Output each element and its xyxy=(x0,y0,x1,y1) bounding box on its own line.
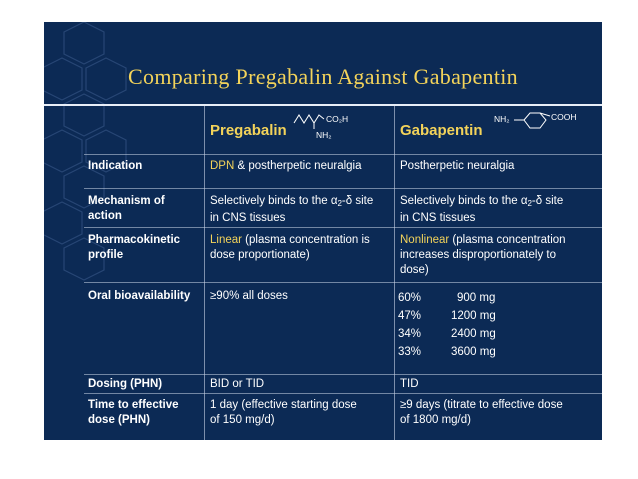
row-label-bioavailability: Oral bioavailability xyxy=(88,290,191,302)
cell-text: ≥9 days (titrate to effective dose xyxy=(400,399,563,411)
bioavailability-percent: 47% xyxy=(398,310,422,322)
label-line: action xyxy=(88,210,122,222)
gabapentin-indication: Postherpetic neuralgia xyxy=(400,160,515,172)
cell-text: (plasma concentration is xyxy=(241,234,370,246)
subscript: 2 xyxy=(337,199,342,208)
bioavailability-row xyxy=(398,325,496,343)
bioavailability-dose: 2400 mg xyxy=(451,328,496,340)
slide-title: Comparing Pregabalin Against Gabapentin xyxy=(128,64,518,89)
bioavailability-dose: 900 mg xyxy=(457,292,496,304)
gabapentin-dosing: TID xyxy=(400,378,419,390)
header-pregabalin: Pregabalin xyxy=(210,122,287,139)
bioavailability-dose: 1200 mg xyxy=(451,310,496,322)
pregabalin-mechanism xyxy=(210,194,373,226)
row-divider xyxy=(84,374,602,375)
pregabalin-time-to-effective-dose xyxy=(210,398,357,428)
row-label-dosing: Dosing (PHN) xyxy=(88,378,163,390)
bioavailability-percent: 60% xyxy=(398,292,422,304)
cooh-label: COOH xyxy=(551,112,577,122)
row-label-time-to-effective-dose xyxy=(88,398,179,428)
cell-text: in CNS tissues xyxy=(400,212,476,224)
bioavailability-percent: 33% xyxy=(398,346,422,358)
gab-nh2-label: NH₂ xyxy=(494,114,510,124)
gabapentin-mechanism xyxy=(400,194,563,226)
cell-text: dose) xyxy=(400,264,429,276)
slide xyxy=(44,22,602,440)
cell-text: (plasma concentration xyxy=(449,234,566,246)
cell-text: dose proportionate) xyxy=(210,249,310,261)
pregabalin-bioavailability: ≥90% all doses xyxy=(210,290,288,302)
cell-text: in CNS tissues xyxy=(210,212,286,224)
row-divider xyxy=(84,393,602,394)
cell-text: Selectively binds to the α xyxy=(210,195,338,207)
row-label-indication: Indication xyxy=(88,160,143,172)
cell-text: -δ site xyxy=(531,195,564,207)
column-divider xyxy=(394,106,395,440)
title-rule xyxy=(44,104,602,106)
label-line: Time to effective xyxy=(88,399,179,411)
cell-text: of 1800 mg/d) xyxy=(400,414,471,426)
bioavailability-row xyxy=(398,307,496,325)
pregabalin-indication xyxy=(210,159,362,174)
row-divider xyxy=(84,188,602,189)
pregabalin-dosing: BID or TID xyxy=(210,378,265,390)
gabapentin-time-to-effective-dose xyxy=(400,398,563,428)
nh2-label: NH₂ xyxy=(316,130,332,140)
cell-text: -δ site xyxy=(341,195,374,207)
highlight-text: DPN xyxy=(210,160,235,172)
cell-text: increases disproportionately to xyxy=(400,249,556,261)
column-divider xyxy=(204,106,205,440)
co2h-label: CO₂H xyxy=(326,114,349,124)
cell-text: 1 day (effective starting dose xyxy=(210,399,357,411)
label-line: profile xyxy=(88,249,124,261)
highlight-text: Linear xyxy=(210,234,242,246)
cell-text: of 150 mg/d) xyxy=(210,414,275,426)
row-label-pharmacokinetic xyxy=(88,233,180,263)
bioavailability-row xyxy=(398,289,496,307)
bioavailability-row xyxy=(398,343,496,361)
highlight-text: Nonlinear xyxy=(400,234,450,246)
gabapentin-pharmacokinetic xyxy=(400,233,566,278)
gabapentin-structure-icon xyxy=(494,110,594,138)
row-divider xyxy=(84,154,602,155)
subscript: 2 xyxy=(527,199,532,208)
header-gabapentin: Gabapentin xyxy=(400,122,483,139)
row-divider xyxy=(84,282,602,283)
row-divider xyxy=(84,227,602,228)
label-line: Pharmacokinetic xyxy=(88,234,181,246)
bioavailability-percent: 34% xyxy=(398,328,422,340)
pregabalin-pharmacokinetic xyxy=(210,233,370,263)
cell-text: Selectively binds to the α xyxy=(400,195,528,207)
cell-text: & postherpetic neuralgia xyxy=(234,160,362,172)
gabapentin-bioavailability xyxy=(398,289,496,361)
pregabalin-structure-icon xyxy=(292,109,366,141)
label-line: Mechanism of xyxy=(88,195,165,207)
label-line: dose (PHN) xyxy=(88,414,150,426)
bioavailability-dose: 3600 mg xyxy=(451,346,496,358)
row-label-mechanism xyxy=(88,194,165,224)
